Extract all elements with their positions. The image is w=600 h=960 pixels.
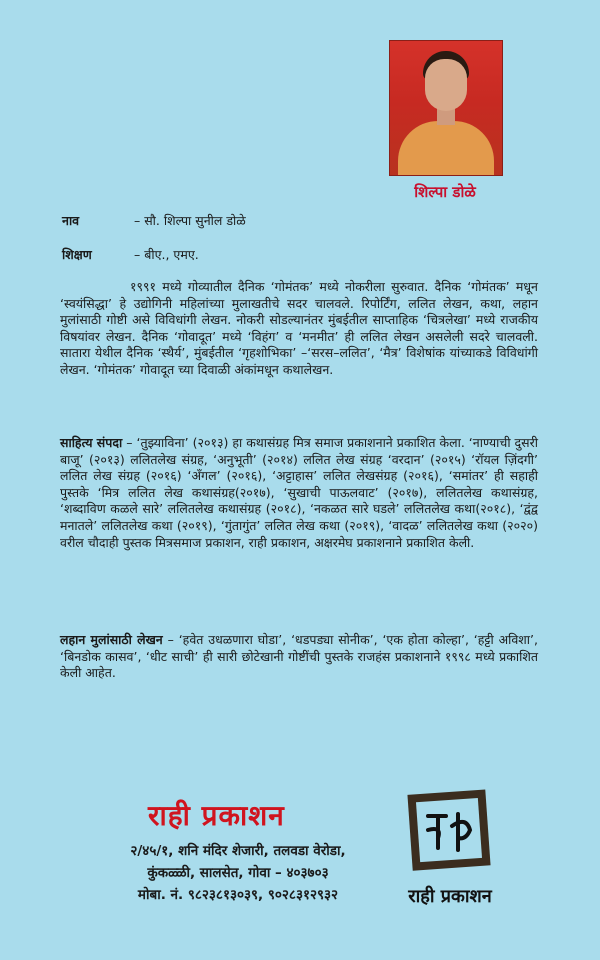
education-label: शिक्षण (62, 247, 92, 262)
name-row (62, 212, 246, 229)
name-label: नाव (62, 213, 80, 228)
children-paragraph (60, 632, 538, 682)
address-line-2: कुंकळ्ळी, सालसेत, गोवा – ४०३७०३ (147, 865, 329, 881)
author-photo-caption: शिल्पा डोळे (414, 183, 476, 201)
education-value: – बीए., एमए. (134, 247, 199, 262)
bio-text: १९९१ मध्ये गोव्यातील दैनिक ‘गोमंतक’ मध्ये नोकरीला सुरुवात. दैनिक ‘गोमंतक’ मधून ‘स्वयंसिद्धा’ हे उद्योगिनी महिलांच्या मुलाखतीचे सदर चालवले. रिपोर्टिंग, ललित लेखन, कथा, लहान मुलांसाठी गोष्टी असे विविधांगी लेखन. नोकरी सोडल्यानंतर मुंबईतील साप्ताहिक ‘चित्रलेखा’ मध्ये राजकीय विषयांवर लेखन. दैनिक ‘गोवादूत’ मध्ये ‘विहंग’ व ‘मनमीत’ ही ललित लेखन असलेली सदरे चालवली. सातारा येथील दैनिक ‘स्थैर्य’, मुंबईतील ‘गृहशोभिका’ –‘सरस–ललित’, ‘मैत्र’ विशेषांक यांच्याकडे विविधांगी लेखन. ‘गोमंतक’ गोवादूत च्या दिवाळी अंकांमधून कथालेखन. (60, 279, 538, 377)
children-heading: लहान मुलांसाठी लेखन (60, 632, 163, 647)
literature-heading: साहित्य संपदा (60, 435, 123, 450)
phone-line: मोबा. नं. ९८२३८१३०३९, ९०२८३१२९३२ (137, 887, 339, 903)
author-photo (389, 40, 503, 176)
address-line-1: २/४५/१, शनि मंदिर शेजारी, तलवडा वेरोडा, (130, 843, 346, 859)
education-row (62, 246, 199, 263)
publisher-address (88, 840, 388, 906)
literature-paragraph (60, 435, 538, 551)
bio-paragraph (60, 279, 538, 379)
name-value: – सौ. शिल्पा सुनील डोळे (134, 213, 246, 228)
children-text: – ‘हवेत उधळणारा घोडा’, ‘धडपड्या सोनीक’, ‘एक होता कोल्हा’, ‘हट्टी अविशा’, ‘बिनडोक कासव’, ‘धीट साची’ ही सारी छोटेखानी गोष्टींची पुस्तके राजहंस प्रकाशनाने १९९८ मध्ये प्रकाशित केली आहेत. (60, 632, 538, 681)
publisher-name: राही प्रकाशन (148, 799, 285, 832)
publisher-logo-text: राही प्रकाशन (408, 886, 492, 907)
literature-text: – ‘तुझ्याविना’ (२०१३) हा कथासंग्रह मित्र समाज प्रकाशनाने प्रकाशित केला. ‘नाण्याची दुसरी बाजू’ (२०१३) ललितलेख संग्रह, ‘अनुभूती’ (२०१४) ललित लेख संग्रह ‘वरदान’ (२०१५) ‘रॉयल ज़िंदगी’ ललित लेख संग्रह (२०१६) ‘अँगल’ (२०१६), ‘अट्टाहास’ ललित लेखसंग्रह (२०१६), ‘समांतर’ ही सहाही पुस्तके ‘मित्र ललित लेख कथासंग्रह(२०१७), ‘सुखाची पाऊलवाट’ (२०१७), ललितलेख कथासंग्रह, ‘शब्दाविण कळले सारे’ ललितलेख कथासंग्रह (२०१८), ‘नकळत सारे घडले’ ललितलेख कथा(२०१८), ‘द्वंद्व मनातले’ ललितलेख कथा (२०१९), ‘गुंतागुंत’ ललित लेख कथा (२०१९), ‘वादळ’ ललितलेख कथा (२०२०) वरील चौदाही पुस्तक मित्रसमाज प्रकाशन, राही प्रकाशन, अक्षरमेघ प्रकाशनाने प्रकाशित केली. (60, 435, 538, 550)
